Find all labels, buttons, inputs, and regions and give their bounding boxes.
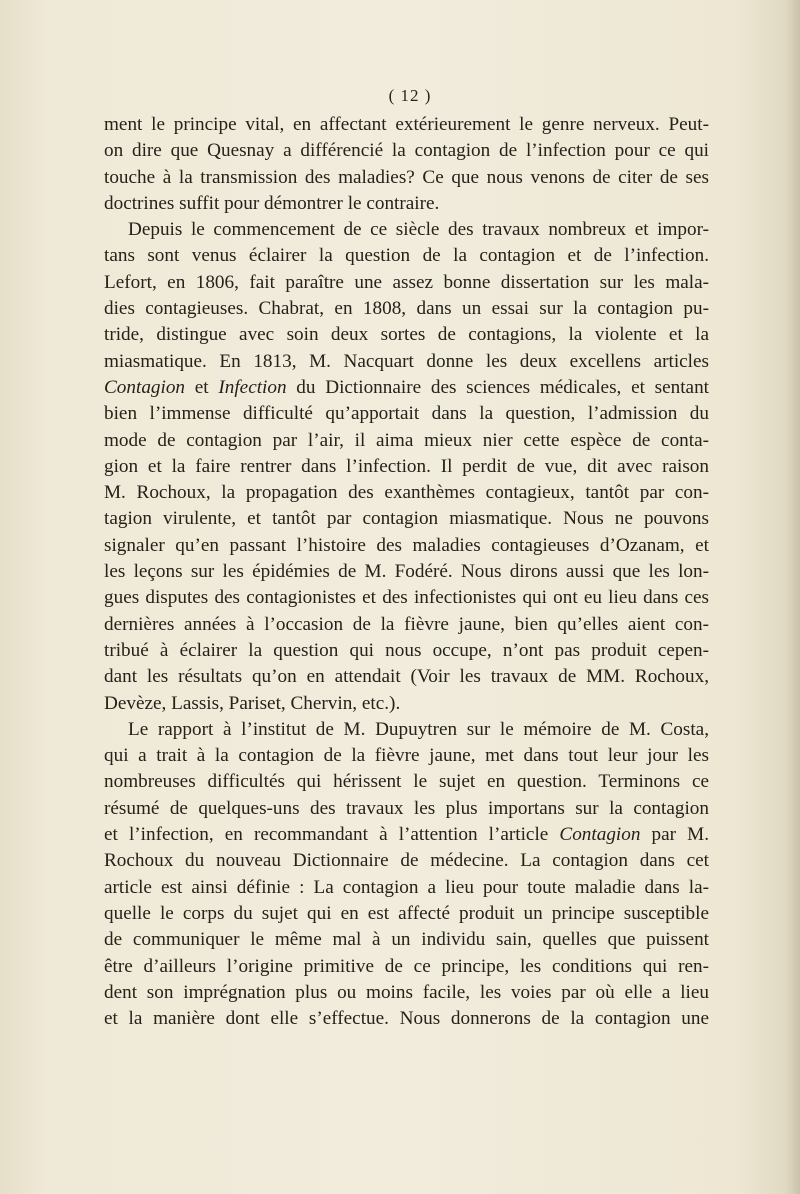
text-line	[104, 743, 709, 769]
text-run: touche à la transmission des maladies? Ce que nous venons de citer de ses	[104, 166, 709, 188]
text-run: ment le principe vital, en affectant extérieurement le genre nerveux. Peut-	[104, 114, 709, 135]
text-run: Lefort, en 1806, fait paraître une assez bonne dissertation sur les mala-	[104, 271, 709, 293]
text-line	[104, 296, 709, 322]
text-line	[104, 796, 709, 822]
text-line	[104, 217, 709, 243]
italic-text: Contagion	[559, 824, 641, 846]
text-line	[104, 585, 709, 611]
text-line	[104, 506, 709, 532]
text-line	[104, 769, 709, 795]
text-run: résumé de quelques-uns des travaux les plus importans sur la contagion	[104, 797, 709, 819]
text-line	[104, 980, 709, 1006]
text-line	[104, 664, 709, 690]
text-run: Rochoux du nouveau Dictionnaire de médecine. La contagion dans cet	[104, 850, 709, 872]
text-run: dent son imprégnation plus ou moins facile, les voies par où elle a lieu	[104, 981, 709, 1003]
text-run: tribué à éclairer la question qui nous occupe, n’ont pas produit cepen-	[104, 639, 709, 661]
text-run: gion et la faire rentrer dans l’infection. Il perdit de vue, dit avec raison	[104, 455, 709, 477]
text-run: tans sont venus éclairer la question de la contagion et de l’infection.	[104, 245, 709, 267]
text-run: nombreuses difficultés qui hérissent le sujet en question. Terminons ce	[104, 771, 709, 793]
text-run: être d’ailleurs l’origine primitive de ce principe, les conditions qui ren-	[104, 955, 709, 977]
text-line	[104, 243, 709, 269]
text-run: miasmatique. En 1813, M. Nacquart donne les deux excellens articles	[104, 350, 709, 372]
text-line	[104, 901, 709, 927]
italic-text: Contagion	[104, 376, 186, 398]
text-line	[104, 112, 709, 138]
text-line	[104, 927, 709, 953]
italic-text: Infection	[218, 376, 287, 398]
text-run: Depuis le commencement de ce siècle des travaux nombreux et impor-	[128, 219, 709, 241]
text-run: Le rapport à l’institut de M. Dupuytren sur le mémoire de M. Costa,	[128, 718, 709, 740]
text-line	[104, 322, 709, 348]
text-line	[104, 638, 709, 664]
text-run: bien l’immense difficulté qu’apportait dans la question, l’admission du	[104, 403, 709, 425]
text-run: dies contagieuses. Chabrat, en 1808, dans un essai sur la contagion pu-	[104, 298, 709, 320]
text-line	[104, 559, 709, 585]
text-run: M. Rochoux, la propagation des exanthèmes contagieux, tantôt par con-	[104, 482, 709, 504]
text-run: quelle le corps du sujet qui en est affecté produit un principe susceptible	[104, 902, 709, 924]
text-line	[104, 533, 709, 559]
text-line	[104, 822, 709, 848]
text-run: par M.	[640, 824, 709, 846]
text-run: mode de contagion par l’air, il aima mieux nier cette espèce de conta-	[104, 429, 709, 451]
text-line	[104, 1006, 709, 1032]
text-run: dant les résultats qu’on en attendait (Voir les travaux de MM. Rochoux,	[104, 666, 709, 688]
body-text	[104, 112, 709, 1032]
text-run: on dire que Quesnay a différencié la contagion de l’infection pour ce qui	[104, 140, 709, 162]
text-line	[104, 270, 709, 296]
text-run: doctrines suffit pour démontrer le contraire.	[104, 192, 440, 214]
text-line	[104, 375, 709, 401]
text-run: signaler qu’en passant l’histoire des maladies contagieuses d’Ozanam, et	[104, 534, 709, 556]
text-line	[104, 401, 709, 427]
text-line	[104, 691, 709, 717]
text-line	[104, 717, 709, 743]
text-line	[104, 480, 709, 506]
text-line	[104, 138, 709, 164]
text-run: qui a trait à la contagion de la fièvre jaune, met dans tout leur jour les	[104, 745, 709, 767]
text-run: les leçons sur les épidémies de M. Fodéré. Nous dirons aussi que les lon-	[104, 561, 709, 583]
text-run: et l’infection, en recommandant à l’attention l’article	[104, 824, 560, 846]
text-run: et la manière dont elle s’effectue. Nous donnerons de la contagion une	[104, 1008, 709, 1030]
text-line	[104, 454, 709, 480]
text-line	[104, 612, 709, 638]
text-run: article est ainsi définie : La contagion a lieu pour toute maladie dans la-	[104, 876, 709, 898]
text-line	[104, 848, 709, 874]
text-run: tagion virulente, et tantôt par contagion miasmatique. Nous ne pouvons	[104, 508, 709, 530]
text-line	[104, 954, 709, 980]
text-run: et	[185, 376, 219, 398]
text-run: du Dictionnaire des sciences médicales, et sentant	[286, 376, 709, 398]
text-line	[104, 191, 709, 217]
page-edge-shadow	[786, 0, 800, 1194]
text-run: de communiquer le même mal à un individu sain, quelles que puissent	[104, 929, 709, 951]
text-run: tride, distingue avec soin deux sortes de contagions, la violente et la	[104, 324, 709, 346]
text-run: Devèze, Lassis, Pariset, Chervin, etc.).	[104, 692, 401, 714]
text-line	[104, 165, 709, 191]
text-line	[104, 349, 709, 375]
text-line	[104, 428, 709, 454]
text-run: gues disputes des contagionistes et des infectionistes qui ont eu lieu dans ces	[104, 587, 709, 609]
text-run: dernières années à l’occasion de la fièvre jaune, bien qu’elles aient con-	[104, 613, 709, 635]
text-line	[104, 875, 709, 901]
page-number: ( 12 )	[388, 86, 432, 105]
